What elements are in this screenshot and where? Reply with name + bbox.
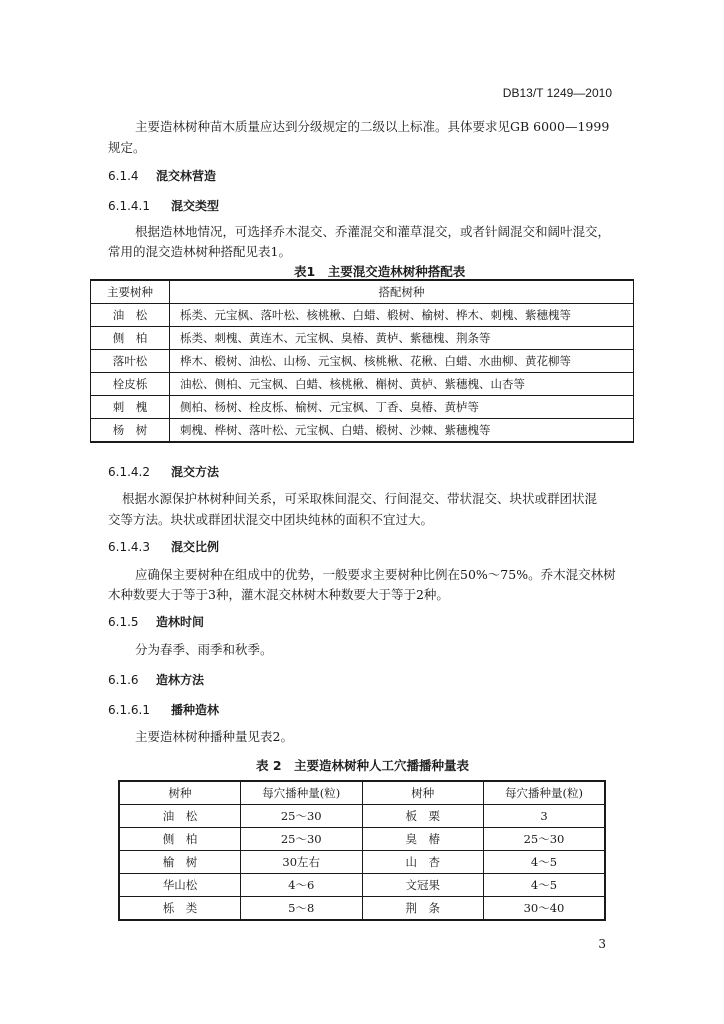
seed-count-cell: 4～5 [484, 874, 606, 897]
main-species-cell: 杨 树 [91, 419, 170, 443]
document-code: DB13/T 1249—2010 [502, 86, 612, 100]
section-6-1-4-1-heading [108, 197, 219, 214]
table-1-caption: 表1 主要混交造林树种搭配表 [294, 264, 466, 279]
table-row [91, 350, 634, 373]
species-cell: 板 栗 [362, 805, 484, 828]
section-6-1-4-heading [108, 167, 216, 184]
table-row [119, 851, 605, 874]
seed-count-cell: 30～40 [484, 897, 606, 921]
section-number: 6.1.4.3 [108, 540, 150, 554]
table-row [119, 805, 605, 828]
column-header: 树种 [362, 781, 484, 805]
column-header: 每穴播种量(粒) [241, 781, 363, 805]
section-6-1-6-1-heading [108, 701, 219, 718]
species-cell: 油 松 [119, 805, 241, 828]
section-6-1-4-2-heading [108, 463, 219, 480]
companion-species-cell: 刺槐、桦树、落叶松、元宝枫、白蜡、椴树、沙棘、紫穗槐等 [170, 419, 634, 443]
section-number: 6.1.5 [108, 615, 139, 629]
seed-count-cell: 3 [484, 805, 606, 828]
companion-species-cell: 桦木、椴树、油松、山杨、元宝枫、核桃楸、花楸、白蜡、水曲柳、黄花柳等 [170, 350, 634, 373]
seed-count-cell: 25～30 [484, 828, 606, 851]
species-cell: 栎 类 [119, 897, 241, 921]
section-title: 混交比例 [171, 540, 220, 554]
table-row [119, 828, 605, 851]
page-number: 3 [598, 937, 606, 951]
main-species-cell: 刺 槐 [91, 396, 170, 419]
section-title: 混交方法 [171, 465, 220, 479]
table-row [91, 373, 634, 396]
species-cell: 侧 柏 [119, 828, 241, 851]
table-2-caption: 表 2 主要造林树种人工穴播播种量表 [256, 758, 470, 773]
section-title: 混交类型 [171, 199, 220, 213]
paragraph-line: 主要造林树种播种量见表2。 [135, 729, 293, 744]
species-cell: 荆 条 [362, 897, 484, 921]
seed-count-cell: 30左右 [241, 851, 363, 874]
paragraph-line: 木种数要大于等于3种，灌木混交林树木种数要大于等于2种。 [108, 587, 449, 602]
paragraph-line: 常用的混交造林树种搭配见表1。 [108, 244, 291, 259]
section-number: 6.1.4 [108, 169, 139, 183]
table-row [91, 327, 634, 350]
paragraph-line: 分为春季、雨季和秋季。 [135, 642, 273, 657]
main-species-cell: 油 松 [91, 304, 170, 327]
section-number: 6.1.6.1 [108, 703, 150, 717]
paragraph-line: 根据水源保护林树种间关系，可采取株间混交、行间混交、带状混交、块状或群团状混 [122, 491, 598, 506]
column-header: 主要树种 [91, 280, 170, 304]
main-species-cell: 栓皮栎 [91, 373, 170, 396]
seed-count-cell: 4～5 [484, 851, 606, 874]
column-header: 搭配树种 [170, 280, 634, 304]
section-title: 播种造林 [171, 703, 220, 717]
intro-continuation: 规定。 [108, 140, 146, 155]
section-6-1-5-heading [108, 613, 204, 630]
section-6-1-6-heading [108, 671, 204, 688]
species-cell: 山 杏 [362, 851, 484, 874]
species-cell: 榆 树 [119, 851, 241, 874]
section-6-1-4-3-heading [108, 538, 219, 555]
companion-species-cell: 栎类、元宝枫、落叶松、核桃楸、白蜡、椴树、榆树、桦木、刺槐、紫穗槐等 [170, 304, 634, 327]
section-number: 6.1.4.2 [108, 465, 150, 479]
companion-species-cell: 油松、侧柏、元宝枫、白蜡、核桃楸、槲树、黄栌、紫穗槐、山杏等 [170, 373, 634, 396]
main-species-cell: 落叶松 [91, 350, 170, 373]
table-row [91, 304, 634, 327]
section-title: 造林方法 [156, 673, 205, 687]
seed-count-cell: 4～6 [241, 874, 363, 897]
companion-species-cell: 侧柏、杨树、栓皮栎、榆树、元宝枫、丁香、臭椿、黄栌等 [170, 396, 634, 419]
species-cell: 文冠果 [362, 874, 484, 897]
intro-paragraph [108, 117, 614, 137]
paragraph-line: 交等方法。块状或群团状混交中团块纯林的面积不宜过大。 [108, 512, 434, 527]
table-row [119, 897, 605, 921]
section-number: 6.1.6 [108, 673, 139, 687]
paragraph-line: 应确保主要树种在组成中的优势，一般要求主要树种比例在50%～75%。乔木混交林树 [135, 567, 616, 582]
seed-count-cell: 25～30 [241, 828, 363, 851]
section-number: 6.1.4.1 [108, 199, 150, 213]
main-species-cell: 侧 柏 [91, 327, 170, 350]
column-header: 树种 [119, 781, 241, 805]
seed-count-cell: 5～8 [241, 897, 363, 921]
table-row [91, 396, 634, 419]
species-cell: 华山松 [119, 874, 241, 897]
table-header-row [91, 280, 634, 304]
section-title: 混交林营造 [156, 169, 217, 183]
seed-count-cell: 25～30 [241, 805, 363, 828]
column-header: 每穴播种量(粒) [484, 781, 606, 805]
table-row [91, 419, 634, 443]
table-2 [118, 780, 606, 921]
section-title: 造林时间 [156, 615, 205, 629]
intro-text: 主要造林树种苗木质量应达到分级规定的二级以上标准。具体要求见GB 6000—1999 [135, 119, 610, 134]
species-cell: 臭 椿 [362, 828, 484, 851]
table-header-row [119, 781, 605, 805]
table-row [119, 874, 605, 897]
table-1 [90, 279, 634, 443]
paragraph-line: 根据造林地情况，可选择乔木混交、乔灌混交和灌草混交，或者针阔混交和阔叶混交， [135, 224, 611, 239]
companion-species-cell: 栎类、刺槐、黄连木、元宝枫、臭椿、黄栌、紫穗槐、荆条等 [170, 327, 634, 350]
